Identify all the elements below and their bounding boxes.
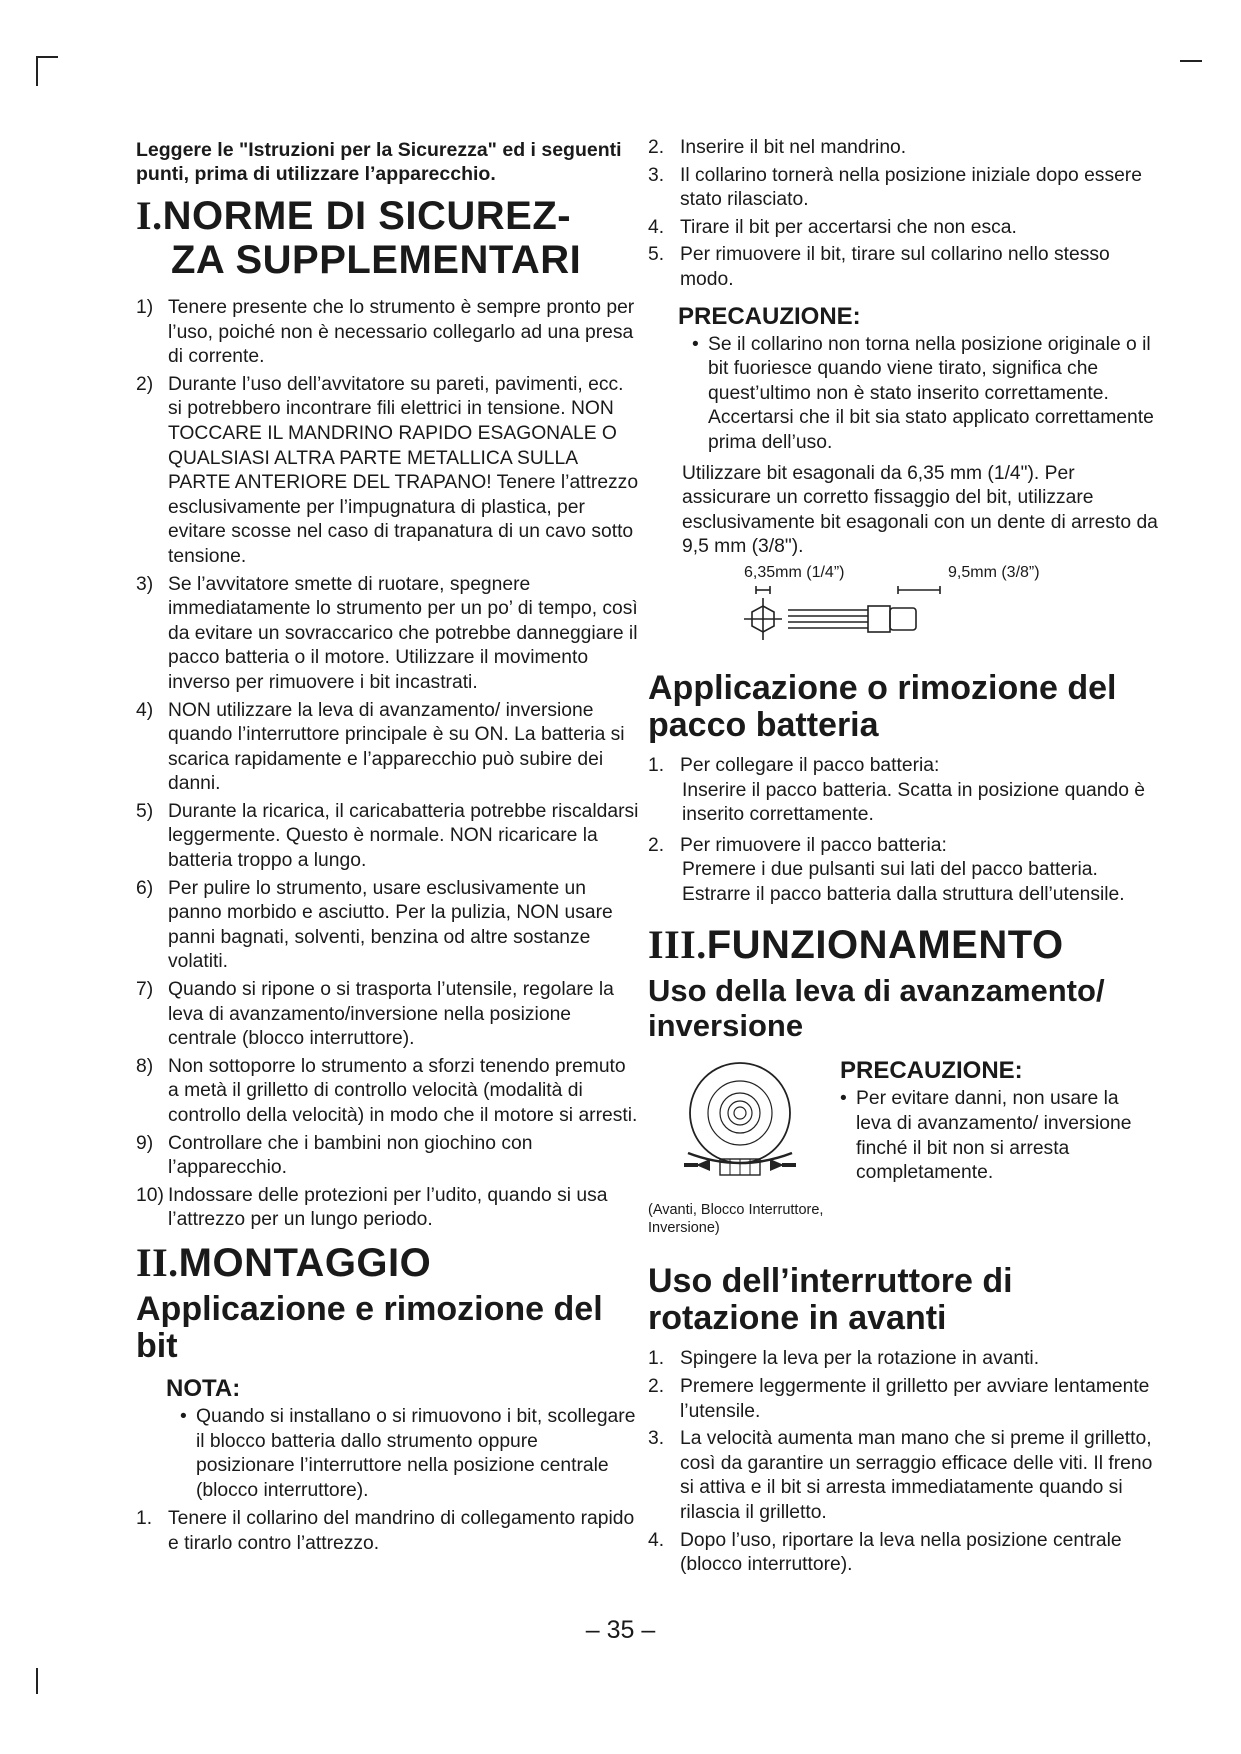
item-text: Per rimuovere il bit, tirare sul collarino nello stesso modo. — [680, 244, 1110, 290]
list-item — [648, 1529, 1158, 1578]
list-item — [136, 373, 641, 570]
list-item — [136, 1132, 641, 1181]
item-number: 5. — [648, 244, 665, 266]
item-text: NON utilizzare la leva di avanzamento/ inversione quando l’interruttore principale è su ON. La batteria si scarica rapidamente e l’apparecchio può subire dei danni. — [168, 699, 625, 795]
item-text: Controllare che i bambini non giochino con l’apparecchio. — [168, 1132, 533, 1179]
section-1-heading — [136, 194, 641, 282]
item-number: 4) — [136, 699, 154, 721]
list-item — [648, 834, 1158, 908]
section-3-heading — [648, 923, 1158, 967]
right-column — [648, 136, 1158, 1581]
item-title: Per collegare il pacco batteria: — [680, 754, 940, 776]
battery-heading: Applicazione o rimozione del pacco batteria — [648, 668, 1117, 744]
nota-label: NOTA: — [166, 1374, 241, 1402]
bullet-dot: • — [840, 1088, 847, 1110]
list-item — [648, 216, 1158, 241]
list-item — [136, 296, 641, 370]
item-number: 5) — [136, 800, 154, 822]
list-item — [648, 754, 1158, 828]
item-text: La velocità aumenta man mano che si preme il grilletto, così da garantire un serraggio efficace delle viti. Il freno si attiva e il bit si arresta immediatamente quando si rilascia il grilletto. — [680, 1428, 1153, 1524]
lever-precaution — [840, 1057, 1158, 1185]
precaution-bullet — [692, 333, 1158, 456]
list-item — [136, 1184, 641, 1233]
bit-dimension-figure — [648, 564, 1158, 664]
list-item — [648, 1375, 1158, 1424]
list-item — [136, 800, 641, 874]
list-item — [136, 573, 641, 696]
item-text: Se l’avvitatore smette di ruotare, spegnere immediatamente lo strumento per un po’ di tempo, così da evitare un sovraccarico che potrebbe danneggiare il pacco batteria o il motore. Utilizzare il movimento inverso per rimuovere i bit incastrati. — [168, 573, 638, 693]
safety-rules-list — [136, 296, 641, 1233]
crop-mark — [36, 56, 38, 86]
crop-mark — [36, 56, 58, 58]
item-text: Tenere presente che lo strumento è sempre pronto per l’uso, poiché non è necessario collegarlo ad una presa di corrente. — [168, 297, 635, 368]
left-column — [136, 138, 641, 1560]
list-item — [648, 1347, 1158, 1372]
item-text: Per pulire lo strumento, usare esclusivamente un panno morbido e asciutto. Per la pulizia, NON usare panni bagnati, solventi, benzina od altre sostanze volatiti. — [168, 877, 613, 973]
precaution-text: Per evitare danni, non usare la leva di avanzamento/ inversione finché il bit non si arresta completamente. — [856, 1088, 1132, 1184]
item-text: Non sottoporre lo strumento a sforzi tenendo premuto a metà il grilletto di controllo velocità (modalità di controllo della velocità) in modo che il motore si arresti. — [168, 1055, 638, 1126]
section-2-number: II. — [136, 1239, 179, 1285]
nota-text: Quando si installano o si rimuovono i bit, scollegare il blocco batteria dallo strumento oppure posizionare l’interruttore nella posizione centrale (blocco interruttore). — [196, 1405, 636, 1501]
item-number: 4. — [648, 216, 665, 238]
bullet-dot: • — [180, 1405, 187, 1427]
list-item — [648, 1427, 1158, 1525]
dimension-label-detent: 9,5mm (3/8”) — [948, 563, 1040, 581]
section-2-heading — [136, 1241, 641, 1285]
crop-mark — [1180, 60, 1202, 62]
item-text: Spingere la leva per la rotazione in avanti. — [680, 1348, 1040, 1370]
item-number: 1. — [648, 754, 665, 776]
crop-mark — [36, 1668, 38, 1694]
item-number: 2. — [648, 1376, 665, 1398]
item-number: 9) — [136, 1132, 154, 1154]
section-2-title: MONTAGGIO — [178, 1240, 432, 1285]
item-text: Durante l’uso dell’avvitatore su pareti, pavimenti, ecc. si potrebbero incontrare fili elettrici in tensione. NON TOCCARE IL MANDRINO RAPIDO ESAGONALE O QUALSIASI ALTRA PARTE METALLICA SULLA PARTE ANTERIORE DEL TRAPANO! Tenere l’attrezzo esclusivamente per l’impugnatura di plastica, per evitare scosse nel caso di trapanatura di un cavo sotto tensione. — [168, 373, 639, 567]
precaution-label: PRECAUZIONE: — [840, 1057, 1023, 1085]
item-number: 2) — [136, 373, 154, 395]
lever-heading: Uso della leva di avanzamento/ inversione — [648, 973, 1105, 1044]
item-number: 3) — [136, 573, 154, 595]
item-text: Indossare delle protezioni per l’udito, quando si usa l’attrezzo per un lungo periodo. — [168, 1184, 608, 1231]
precaution-bullet — [840, 1087, 1158, 1185]
item-title: Per rimuovere il pacco batteria: — [680, 834, 947, 856]
item-number: 2. — [648, 834, 665, 856]
item-text: Inserire il bit nel mandrino. — [680, 137, 907, 158]
hex-bit-drawing — [648, 584, 1048, 664]
list-item — [648, 136, 1158, 161]
section-3-number: III. — [648, 922, 707, 968]
item-number: 10) — [136, 1184, 164, 1206]
intro-text: Leggere le "Istruzioni per la Sicurezza" ed i seguenti punti, prima di utilizzare l’apparecchio. — [136, 139, 622, 185]
item-subtext: Inserire il pacco batteria. Scatta in posizione quando è inserito correttamente. — [682, 779, 1146, 826]
item-text: Dopo l’uso, riportare la leva nella posizione centrale (blocco interruttore). — [680, 1529, 1122, 1576]
item-number: 1. — [136, 1508, 153, 1530]
bit-heading: Applicazione e rimozione del bit — [136, 1289, 603, 1365]
dimension-label-hex: 6,35mm (1/4”) — [744, 563, 845, 581]
list-item — [648, 164, 1158, 213]
item-number: 7) — [136, 979, 154, 1001]
item-text: Quando si ripone o si trasporta l’utensile, regolare la leva di avanzamento/inversione nella posizione centrale (blocco interruttore). — [168, 979, 614, 1050]
precaution-text: Se il collarino non torna nella posizione originale o il bit fuoriesce quando viene tirato, significa che quest’ultimo non è stato inserito correttamente. Accertarsi che il bit sia stato applicato correttamente prima dell’uso. — [708, 333, 1154, 453]
item-number: 8) — [136, 1055, 154, 1077]
list-item — [648, 243, 1158, 292]
list-item — [136, 978, 641, 1052]
section-1-number: I. — [136, 193, 163, 238]
item-text: Tirare il bit per accertarsi che non esca. — [680, 216, 1017, 238]
item-number: 1. — [648, 1348, 665, 1370]
section-1-title-line2: ZA SUPPLEMENTARI — [171, 238, 582, 282]
section-1-title-line1: NORME DI SICUREZ- — [162, 194, 572, 238]
item-number: 3. — [648, 164, 665, 186]
forward-heading: Uso dell’interruttore di rotazione in avanti — [648, 1262, 1013, 1338]
item-number: 3. — [648, 1428, 665, 1450]
item-number: 1) — [136, 297, 154, 318]
item-text: Il collarino tornerà nella posizione iniziale dopo essere stato rilasciato. — [680, 164, 1142, 211]
lever-drawing — [648, 1053, 838, 1203]
nota-bullet — [180, 1405, 641, 1503]
bit-size-paragraph: Utilizzare bit esagonali da 6,35 mm (1/4"). Per assicurare un corretto fissaggio del bit, utilizzare esclusivamente bit esagonali con un dente di arresto da 9,5 mm (3/8"). — [682, 462, 1158, 558]
section-3-title: FUNZIONAMENTO — [706, 923, 1064, 968]
precaution-label: PRECAUZIONE: — [678, 302, 861, 330]
lever-figure — [648, 1053, 1158, 1253]
list-item — [136, 1055, 641, 1129]
bullet-dot: • — [692, 333, 699, 355]
item-text — [680, 834, 1158, 908]
lever-caption: (Avanti, Blocco Interruttore, Inversione) — [648, 1202, 824, 1237]
item-text — [680, 754, 1158, 828]
item-text: Premere leggermente il grilletto per avviare lentamente l’utensile. — [680, 1376, 1150, 1422]
item-number: 6) — [136, 877, 154, 899]
list-item — [136, 1507, 641, 1556]
item-number: 2. — [648, 137, 665, 158]
list-item — [136, 699, 641, 797]
item-text: Durante la ricarica, il caricabatteria potrebbe riscaldarsi leggermente. Questo è normale. NON ricaricare la batteria troppo a lungo. — [168, 800, 639, 872]
item-text: Tenere il collarino del mandrino di collegamento rapido e tirarlo contro l’attrezzo. — [168, 1508, 635, 1554]
item-subtext: Premere i due pulsanti sui lati del pacco batteria. Estrarre il pacco batteria dalla struttura dell’utensile. — [682, 859, 1125, 905]
item-number: 4. — [648, 1529, 665, 1551]
list-item — [136, 877, 641, 975]
page-number: – 35 – — [585, 1616, 656, 1644]
